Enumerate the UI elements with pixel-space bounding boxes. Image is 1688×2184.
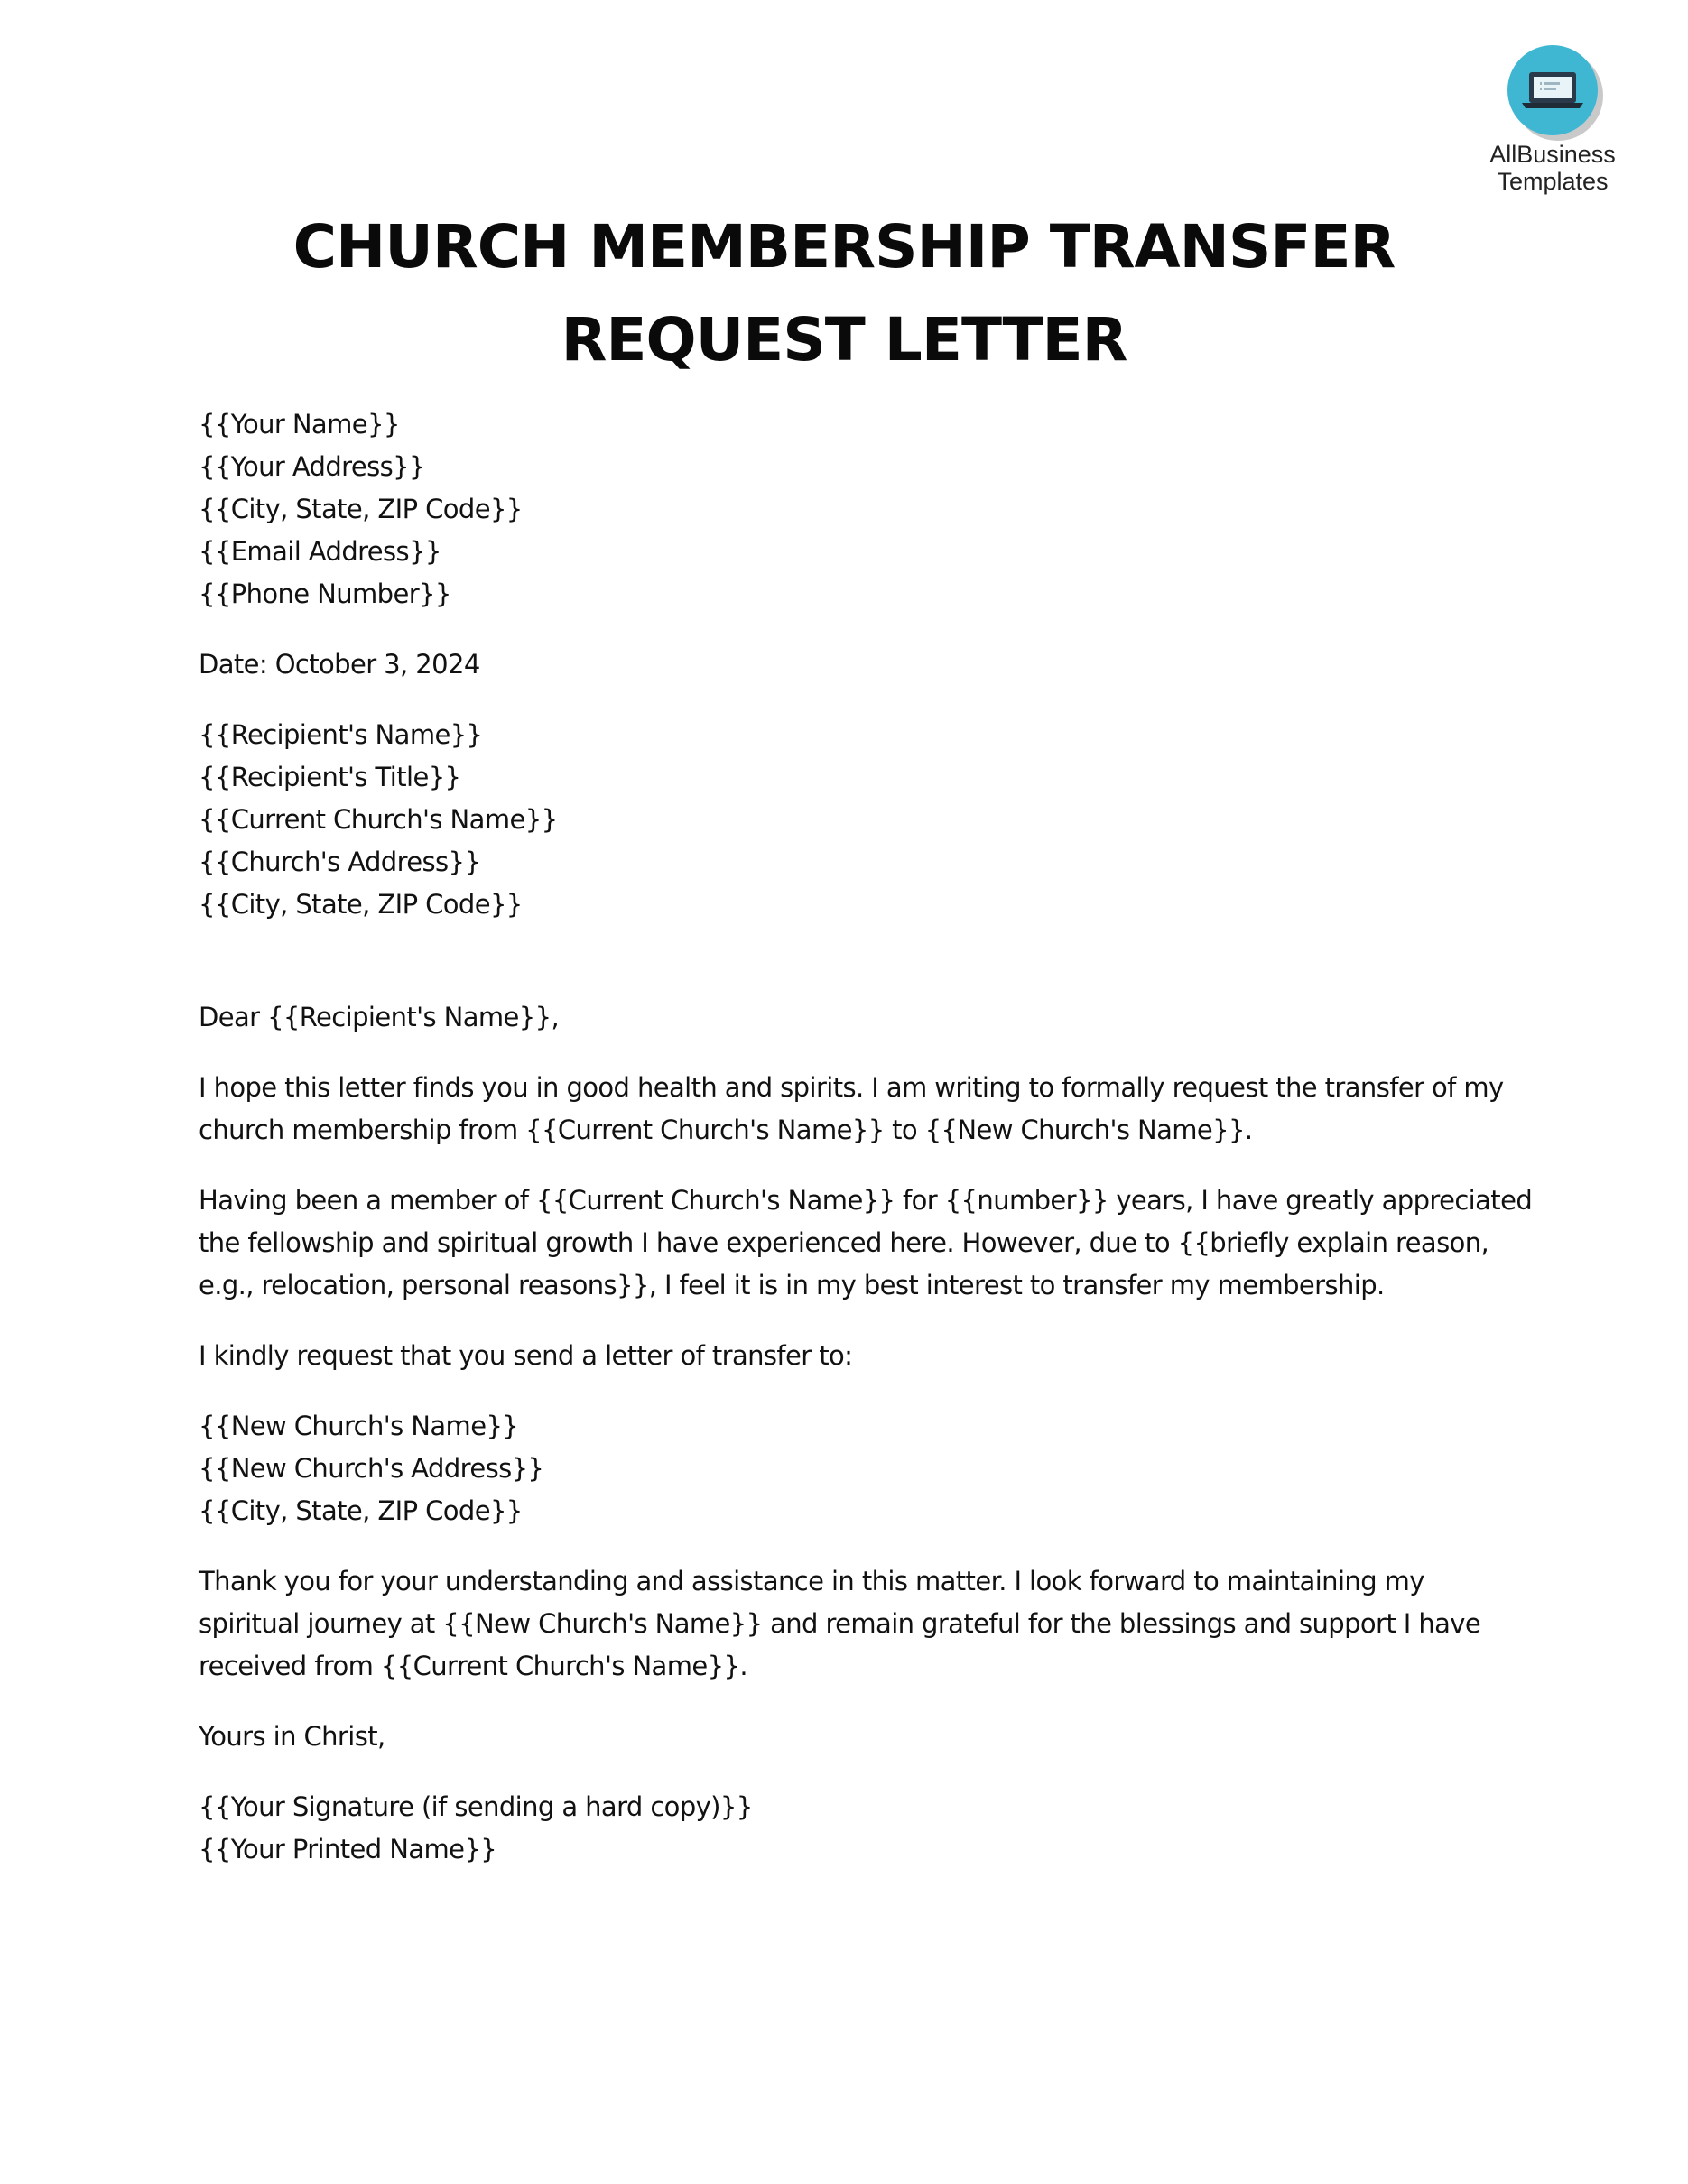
closing [199,1716,1489,1758]
recipient-block [199,714,1489,926]
recipient-church-address: {{Church's Address}} [199,847,481,877]
letter-date: Date: October 3, 2024 [199,649,480,680]
paragraph-reason [199,1180,1533,1307]
paragraph-line: e.g., relocation, personal reasons}}, I feel it is in my best interest to transfer my membership. [199,1270,1385,1300]
letter-body [199,403,1533,1871]
paragraph-line: I kindly request that you send a letter of transfer to: [199,1340,853,1371]
document-title [0,200,1688,386]
salutation-text: Dear {{Recipient's Name}}, [199,1002,560,1032]
date-line [199,643,1489,686]
paragraph-line: I hope this letter finds you in good health and spirits. I am writing to formally request the transfer of my [199,1072,1504,1103]
paragraph-intro [199,1067,1504,1152]
new-church-block [199,1405,1489,1532]
sender-email: {{Email Address}} [199,536,441,567]
paragraph-line: Thank you for your understanding and assistance in this matter. I look forward to maintaining my [199,1566,1424,1596]
recipient-city: {{City, State, ZIP Code}} [199,889,523,920]
paragraph-line: church membership from {{Current Church's Name}} to {{New Church's Name}}. [199,1115,1253,1145]
recipient-name: {{Recipient's Name}} [199,719,483,750]
salutation [199,996,1489,1039]
paragraph-request [199,1335,1489,1377]
sender-block [199,403,1489,615]
closing-text: Yours in Christ, [199,1721,385,1752]
sender-phone: {{Phone Number}} [199,578,451,609]
sender-address: {{Your Address}} [199,451,425,482]
printed-name-line: {{Your Printed Name}} [199,1834,497,1865]
paragraph-line: received from {{Current Church's Name}}. [199,1651,747,1681]
logo-text-line1: AllBusiness [1489,141,1616,168]
new-church-city: {{City, State, ZIP Code}} [199,1495,523,1526]
signature-block [199,1786,1489,1871]
brand-logo [1462,45,1643,195]
title-line1: CHURCH MEMBERSHIP TRANSFER [292,212,1396,282]
title-line2: REQUEST LETTER [561,305,1127,375]
recipient-title: {{Recipient's Title}} [199,762,461,792]
sender-name: {{Your Name}} [199,409,400,440]
signature-line: {{Your Signature (if sending a hard copy)}} [199,1791,753,1822]
laptop-icon [1507,45,1598,135]
paragraph-line: the fellowship and spiritual growth I have experienced here. However, due to {{briefly explain reason, [199,1227,1489,1258]
new-church-name: {{New Church's Name}} [199,1411,519,1441]
sender-city: {{City, State, ZIP Code}} [199,494,523,524]
paragraph-line: Having been a member of {{Current Church's Name}} for {{number}} years, I have greatly appreciated [199,1185,1533,1216]
logo-text-line2: Templates [1497,168,1609,195]
paragraph-line: spiritual journey at {{New Church's Name}} and remain grateful for the blessings and support I have [199,1608,1481,1639]
new-church-address: {{New Church's Address}} [199,1453,544,1484]
paragraph-thanks [199,1560,1489,1688]
recipient-church: {{Current Church's Name}} [199,804,558,835]
